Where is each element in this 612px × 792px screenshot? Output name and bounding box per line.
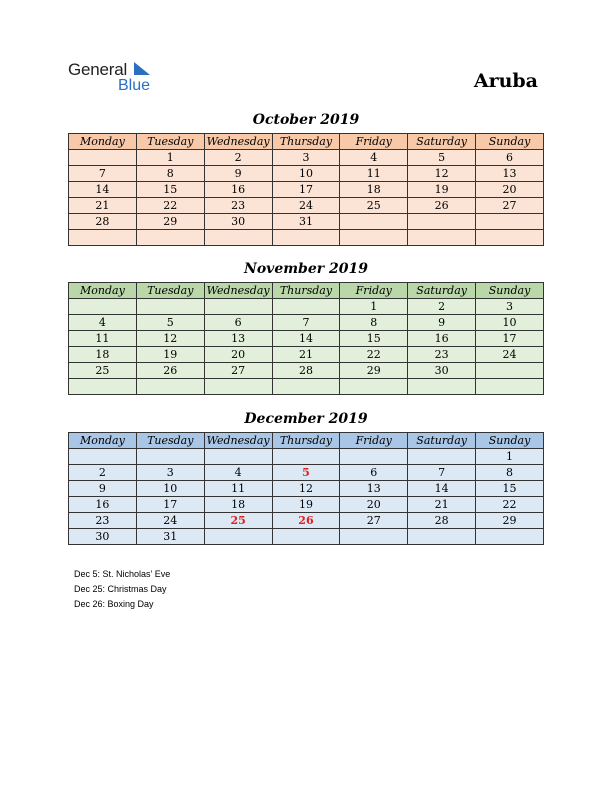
day-cell: [204, 379, 272, 395]
day-cell: 27: [204, 363, 272, 379]
day-cell: 18: [69, 347, 137, 363]
day-cell: [340, 379, 408, 395]
day-cell: 7: [408, 465, 476, 481]
day-cell: 25: [69, 363, 137, 379]
day-cell: 18: [340, 182, 408, 198]
day-cell: 24: [272, 198, 340, 214]
day-cell: 30: [69, 529, 137, 545]
weekday-header: Tuesday: [136, 134, 204, 150]
calendar-october: [68, 133, 544, 246]
week-row: [69, 347, 544, 363]
weekday-header: Wednesday: [204, 283, 272, 299]
holiday-day-cell: 25: [204, 513, 272, 529]
day-cell: 17: [136, 497, 204, 513]
day-cell: [476, 363, 544, 379]
day-cell: 12: [272, 481, 340, 497]
week-row: [69, 150, 544, 166]
logo-blue-text: Blue: [118, 77, 151, 94]
day-cell: [272, 379, 340, 395]
day-cell: [476, 214, 544, 230]
day-cell: 10: [476, 315, 544, 331]
weekday-header-row: [69, 433, 544, 449]
weekday-header-row: [69, 283, 544, 299]
day-cell: [272, 449, 340, 465]
day-cell: 14: [69, 182, 137, 198]
day-cell: 20: [204, 347, 272, 363]
day-cell: 20: [340, 497, 408, 513]
logo-triangle-icon: [134, 62, 150, 75]
week-row: [69, 230, 544, 246]
day-cell: [408, 449, 476, 465]
weekday-header: Sunday: [476, 134, 544, 150]
weekday-header-row: [69, 134, 544, 150]
day-cell: 8: [476, 465, 544, 481]
week-row: [69, 481, 544, 497]
day-cell: [408, 230, 476, 246]
day-cell: [136, 230, 204, 246]
day-cell: 29: [340, 363, 408, 379]
day-cell: 12: [136, 331, 204, 347]
holiday-item: Dec 26: Boxing Day: [74, 599, 154, 609]
month-title-november: November 2019: [244, 261, 368, 277]
weekday-header: Wednesday: [204, 433, 272, 449]
day-cell: 4: [69, 315, 137, 331]
day-cell: [204, 230, 272, 246]
day-cell: [69, 449, 137, 465]
weekday-header: Friday: [340, 283, 408, 299]
day-cell: 28: [69, 214, 137, 230]
day-cell: 14: [272, 331, 340, 347]
week-row: [69, 513, 544, 529]
day-cell: 3: [476, 299, 544, 315]
day-cell: 19: [272, 497, 340, 513]
day-cell: 16: [69, 497, 137, 513]
day-cell: [340, 230, 408, 246]
day-cell: 5: [408, 150, 476, 166]
day-cell: 30: [408, 363, 476, 379]
day-cell: 1: [476, 449, 544, 465]
calendar-november: [68, 282, 544, 395]
day-cell: 24: [476, 347, 544, 363]
weekday-header: Thursday: [272, 433, 340, 449]
day-cell: 1: [340, 299, 408, 315]
day-cell: [476, 529, 544, 545]
day-cell: [476, 230, 544, 246]
day-cell: [340, 214, 408, 230]
day-cell: 23: [408, 347, 476, 363]
country-title: Aruba: [473, 70, 538, 92]
day-cell: 14: [408, 481, 476, 497]
day-cell: [204, 449, 272, 465]
day-cell: [204, 299, 272, 315]
month-title-october: October 2019: [252, 112, 360, 128]
day-cell: [340, 529, 408, 545]
day-cell: 27: [476, 198, 544, 214]
day-cell: 30: [204, 214, 272, 230]
day-cell: 10: [272, 166, 340, 182]
weekday-header: Saturday: [408, 433, 476, 449]
day-cell: [69, 379, 137, 395]
week-row: [69, 449, 544, 465]
day-cell: 19: [136, 347, 204, 363]
week-row: [69, 331, 544, 347]
day-cell: 21: [272, 347, 340, 363]
day-cell: 15: [476, 481, 544, 497]
holiday-item: Dec 25: Christmas Day: [74, 584, 167, 594]
day-cell: [136, 449, 204, 465]
holiday-day-cell: 26: [272, 513, 340, 529]
day-cell: 11: [204, 481, 272, 497]
day-cell: 29: [136, 214, 204, 230]
day-cell: 26: [408, 198, 476, 214]
weekday-header: Friday: [340, 433, 408, 449]
day-cell: 19: [408, 182, 476, 198]
day-cell: 8: [136, 166, 204, 182]
day-cell: 2: [408, 299, 476, 315]
day-cell: 15: [136, 182, 204, 198]
day-cell: 28: [272, 363, 340, 379]
week-row: [69, 166, 544, 182]
week-row: [69, 299, 544, 315]
day-cell: 17: [476, 331, 544, 347]
holiday-item: Dec 5: St. Nicholas’ Eve: [74, 569, 171, 579]
day-cell: 22: [136, 198, 204, 214]
weekday-header: Saturday: [408, 134, 476, 150]
day-cell: 13: [340, 481, 408, 497]
weekday-header: Monday: [69, 134, 137, 150]
day-cell: 6: [476, 150, 544, 166]
week-row: [69, 529, 544, 545]
day-cell: 27: [340, 513, 408, 529]
day-cell: 3: [272, 150, 340, 166]
day-cell: 9: [69, 481, 137, 497]
day-cell: [69, 150, 137, 166]
day-cell: 16: [408, 331, 476, 347]
day-cell: 24: [136, 513, 204, 529]
day-cell: 8: [340, 315, 408, 331]
weekday-header: Sunday: [476, 283, 544, 299]
day-cell: 31: [136, 529, 204, 545]
day-cell: 3: [136, 465, 204, 481]
day-cell: [272, 230, 340, 246]
day-cell: [476, 379, 544, 395]
day-cell: 23: [69, 513, 137, 529]
day-cell: 11: [69, 331, 137, 347]
week-row: [69, 465, 544, 481]
day-cell: [69, 299, 137, 315]
day-cell: [204, 529, 272, 545]
day-cell: 23: [204, 198, 272, 214]
weekday-header: Thursday: [272, 134, 340, 150]
day-cell: 21: [408, 497, 476, 513]
logo-general-text: General: [68, 60, 128, 79]
week-row: [69, 363, 544, 379]
day-cell: 13: [204, 331, 272, 347]
general-blue-logo: [68, 60, 168, 96]
week-row: [69, 214, 544, 230]
day-cell: 5: [136, 315, 204, 331]
weekday-header: Tuesday: [136, 283, 204, 299]
weekday-header: Thursday: [272, 283, 340, 299]
weekday-header: Friday: [340, 134, 408, 150]
day-cell: 15: [340, 331, 408, 347]
day-cell: 21: [69, 198, 137, 214]
day-cell: 26: [136, 363, 204, 379]
day-cell: 22: [476, 497, 544, 513]
holiday-list: [74, 567, 170, 612]
day-cell: 12: [408, 166, 476, 182]
day-cell: 28: [408, 513, 476, 529]
weekday-header: Monday: [69, 283, 137, 299]
day-cell: 7: [69, 166, 137, 182]
day-cell: 25: [340, 198, 408, 214]
weekday-header: Sunday: [476, 433, 544, 449]
day-cell: 17: [272, 182, 340, 198]
week-row: [69, 182, 544, 198]
day-cell: [136, 379, 204, 395]
day-cell: [69, 230, 137, 246]
day-cell: 4: [204, 465, 272, 481]
holiday-day-cell: 5: [272, 465, 340, 481]
day-cell: [136, 299, 204, 315]
day-cell: [408, 379, 476, 395]
day-cell: 29: [476, 513, 544, 529]
day-cell: 16: [204, 182, 272, 198]
day-cell: 6: [340, 465, 408, 481]
day-cell: 18: [204, 497, 272, 513]
day-cell: 20: [476, 182, 544, 198]
day-cell: 31: [272, 214, 340, 230]
week-row: [69, 198, 544, 214]
day-cell: [340, 449, 408, 465]
day-cell: 9: [408, 315, 476, 331]
day-cell: 9: [204, 166, 272, 182]
month-title-december: December 2019: [244, 411, 368, 427]
day-cell: 6: [204, 315, 272, 331]
weekday-header: Saturday: [408, 283, 476, 299]
day-cell: 22: [340, 347, 408, 363]
day-cell: 13: [476, 166, 544, 182]
weekday-header: Monday: [69, 433, 137, 449]
calendar-december: [68, 432, 544, 545]
day-cell: 1: [136, 150, 204, 166]
weekday-header: Tuesday: [136, 433, 204, 449]
week-row: [69, 379, 544, 395]
day-cell: 10: [136, 481, 204, 497]
day-cell: 4: [340, 150, 408, 166]
day-cell: 2: [69, 465, 137, 481]
week-row: [69, 315, 544, 331]
day-cell: [272, 299, 340, 315]
day-cell: 7: [272, 315, 340, 331]
day-cell: [408, 214, 476, 230]
day-cell: 11: [340, 166, 408, 182]
weekday-header: Wednesday: [204, 134, 272, 150]
week-row: [69, 497, 544, 513]
day-cell: [408, 529, 476, 545]
day-cell: [272, 529, 340, 545]
day-cell: 2: [204, 150, 272, 166]
